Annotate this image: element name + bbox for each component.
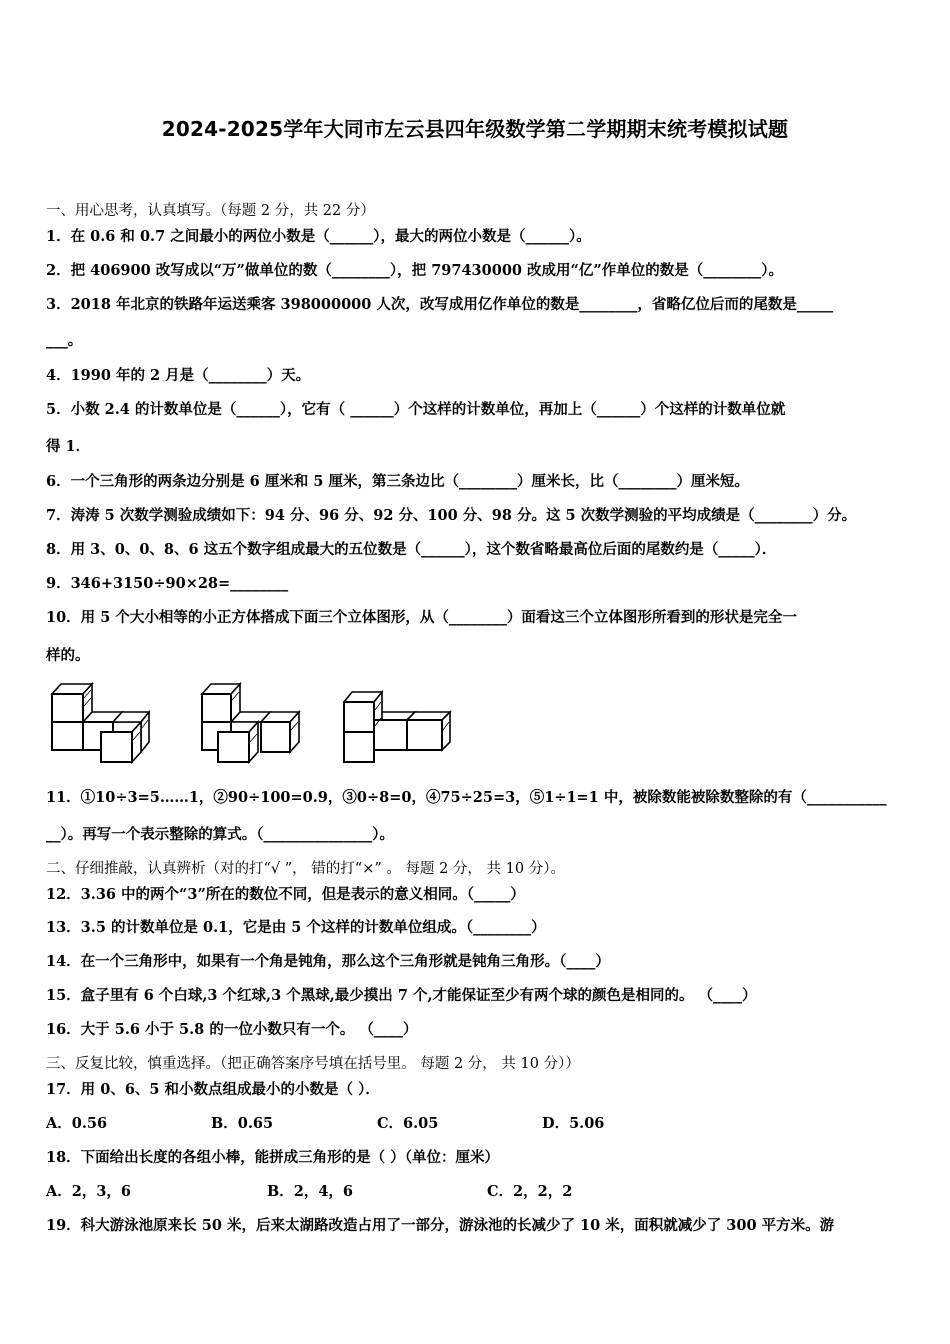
q18-option-c: C．2，2，2 [487,1183,573,1200]
question-4: 4．1990 年的 2 月是（________）天。 [46,367,311,384]
question-12: 12．3.36 中的两个“3”所在的数位不同，但是表示的意义相同。（_____） [46,886,525,903]
question-3-line-2: ___。 [46,332,83,349]
question-5-line-2: 得 1． [46,438,91,455]
cube-figure-1 [46,676,158,768]
section-heading-2: 二、仔细推敲，认真辨析（对的打“√ ”， 错的打“×” 。 每题 2 分， 共 10 分）。 [46,861,565,877]
question-9: 9．346+3150÷90×28=________ [46,575,289,592]
question-10-line-1: 10．用 5 个大小相等的小正方体搭成下面三个立体图形，从（________）面看这三个立体图形所看到的形状是完全一 [46,609,797,626]
question-10-line-2: 样的。 [46,647,90,664]
cube-figure-2-shape [202,684,299,762]
section-heading-3: 三、反复比较，慎重选择。（把正确答案序号填在括号里。 每题 2 分， 共 10 分）） [46,1056,580,1072]
cube-figure-3 [340,686,458,768]
q17-option-d: D．5.06 [542,1115,605,1132]
question-2: 2．把 406900 改写成以“万”做单位的数（________），把 797430000 改成用“亿”作单位的数是（________）。 [46,262,783,279]
q17-option-b: B．0.65 [211,1115,274,1132]
question-7: 7．涛涛 5 次数学测验成绩如下：94 分、96 分、92 分、100 分、98 分。这 5 次数学测验的平均成绩是（________）分。 [46,507,857,524]
question-11-line-1: 11．①10÷3=5……1，②90÷100=0.9，③0÷8=0，④75÷25=3，⑤1÷1=1 中，被除数能被除数整除的有（___________ [46,789,887,806]
question-6: 6．一个三角形的两条边分别是 6 厘米和 5 厘米，第三条边比（________）厘米长，比（________）厘米短。 [46,473,749,490]
question-19: 19．科大游泳池原来长 50 米，后来太湖路改造占用了一部分，游泳池的长减少了 10 米，面积就减少了 300 平方米。游 [46,1217,835,1234]
question-14: 14．在一个三角形中，如果有一个角是钝角，那么这个三角形就是钝角三角形。（____） [46,953,610,970]
question-17: 17．用 0、6、5 和小数点组成最小的小数是（ ）． [46,1081,380,1098]
section-heading-1: 一、用心思考，认真填写。（每题 2 分，共 22 分） [46,203,375,219]
question-11-line-2: __）。再写一个表示整除的算式。（_______________）。 [46,826,394,843]
question-5-line-1: 5．小数 2.4 的计数单位是（______），它有（ ______）个这样的计数单位，再加上（______）个这样的计数单位就 [46,401,786,418]
question-15: 15．盒子里有 6 个白球,3 个红球,3 个黑球,最少摸出 7 个,才能保证至少有两个球的颜色是相同的。 （____） [46,987,757,1004]
question-16: 16．大于 5.6 小于 5.8 的一位小数只有一个。 （____） [46,1021,418,1038]
q17-option-a: A．0.56 [46,1115,108,1132]
question-13: 13．3.5 的计数单位是 0.1，它是由 5 个这样的计数单位组成。（________） [46,919,546,936]
question-8: 8．用 3、0、0、8、6 这五个数字组成最大的五位数是（______），这个数省略最高位后面的尾数约是（_____）． [46,541,777,558]
cube-figure-3-shape [344,692,450,762]
q17-option-c: C．6.05 [377,1115,439,1132]
question-3-line-1: 3．2018 年北京的铁路年运送乘客 398000000 人次，改写成用亿作单位的数是________，省略亿位后而的尾数是_____ [46,296,834,313]
cube-figure-1-shape [52,684,149,762]
cube-figure-2 [196,676,308,768]
page-title: 2024-2025学年大同市左云县四年级数学第二学期期末统考模拟试题 [161,117,789,141]
question-18: 18．下面给出长度的各组小棒，能拼成三角形的是（ ）（单位：厘米） [46,1149,499,1166]
q18-option-a: A．2，3，6 [46,1183,132,1200]
question-1: 1．在 0.6 和 0.7 之间最小的两位小数是（______），最大的两位小数是（______）。 [46,228,591,245]
q18-option-b: B．2，4，6 [267,1183,354,1200]
